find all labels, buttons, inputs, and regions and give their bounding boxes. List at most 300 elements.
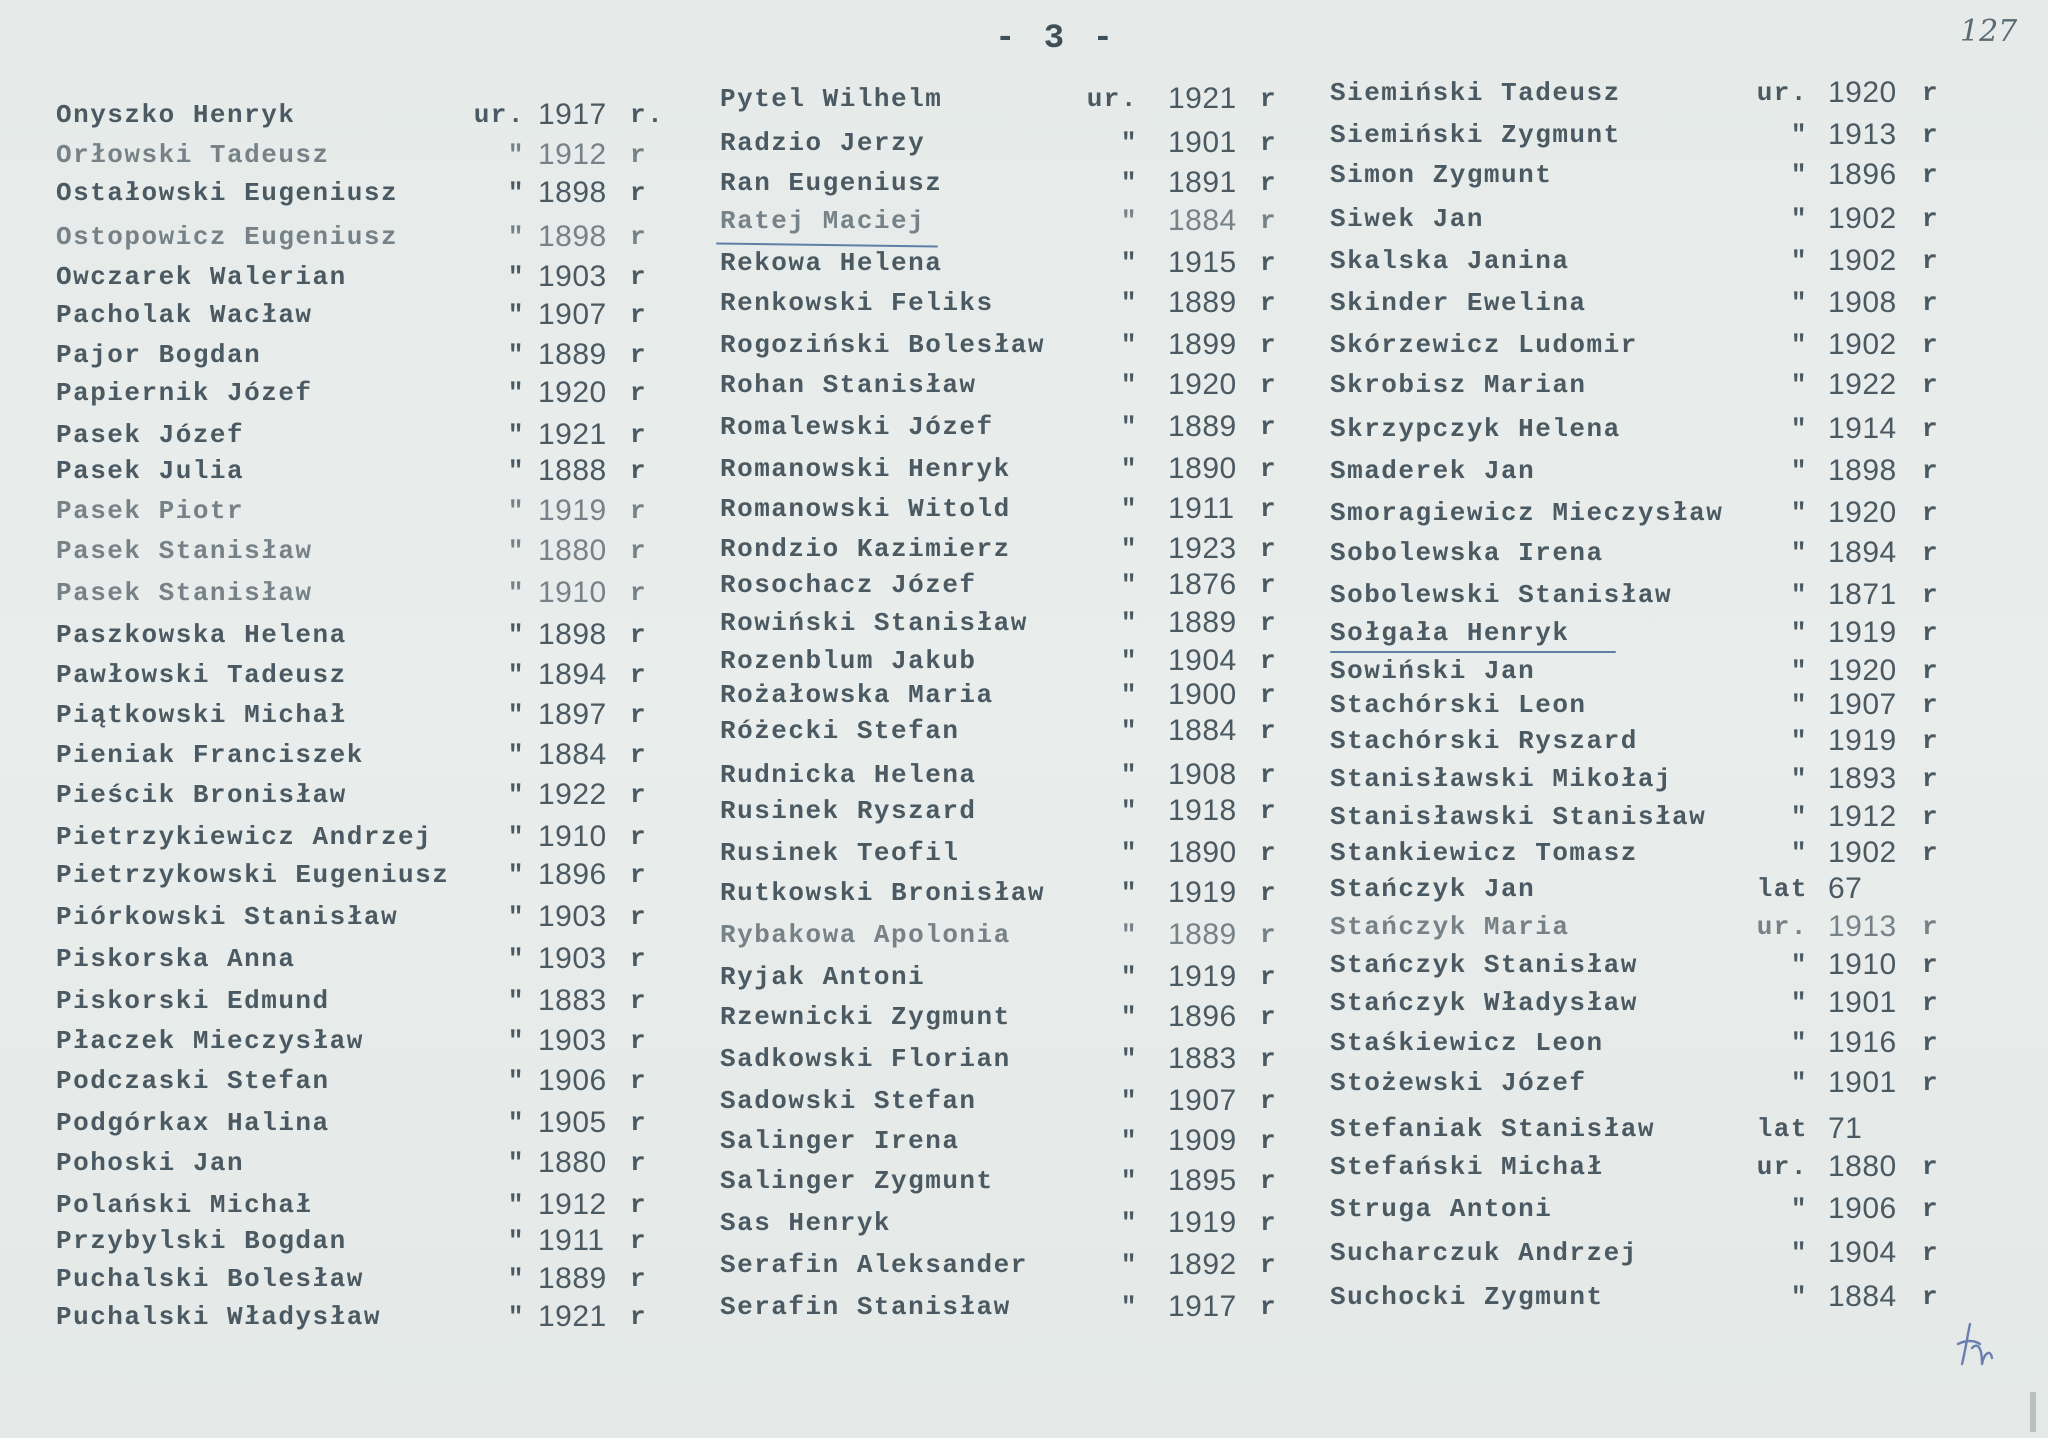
birth-year: 1918 xyxy=(1168,794,1237,827)
date-prefix: " xyxy=(1790,120,1808,150)
birth-year: 1906 xyxy=(538,1064,607,1097)
date-prefix: " xyxy=(1790,456,1808,486)
person-name: Rutkowski Bronisław xyxy=(720,878,1045,908)
date-prefix: " xyxy=(507,860,525,890)
person-name: Piątkowski Michał xyxy=(56,700,347,730)
date-prefix: " xyxy=(1120,1166,1138,1196)
year-suffix: r xyxy=(630,178,648,208)
birth-year: 1893 xyxy=(1828,762,1897,795)
year-suffix: r xyxy=(1260,878,1278,908)
person-name: Ostopowicz Eugeniusz xyxy=(56,222,399,252)
person-name: Polański Michał xyxy=(56,1190,313,1220)
date-prefix: " xyxy=(1790,764,1808,794)
person-name: Piskorski Edmund xyxy=(56,986,330,1016)
birth-year: 1921 xyxy=(538,1300,607,1333)
date-prefix: " xyxy=(1790,370,1808,400)
birth-year: 71 xyxy=(1828,1112,1863,1145)
birth-year: 1883 xyxy=(538,984,607,1017)
year-suffix: r xyxy=(1260,1126,1278,1156)
birth-year: 1888 xyxy=(538,454,607,487)
year-suffix: r xyxy=(1922,690,1940,720)
year-suffix: r xyxy=(630,378,648,408)
birth-year: 1910 xyxy=(538,576,607,609)
date-prefix: " xyxy=(1120,796,1138,826)
date-prefix: " xyxy=(507,1066,525,1096)
person-name: Skrobisz Marian xyxy=(1330,370,1587,400)
date-prefix: " xyxy=(507,1190,525,1220)
year-suffix: r xyxy=(630,1226,648,1256)
birth-year: 1903 xyxy=(538,942,607,975)
year-suffix: r xyxy=(1922,204,1940,234)
year-suffix: r xyxy=(1260,1086,1278,1116)
person-name: Simon Zygmunt xyxy=(1330,160,1553,190)
person-name: Puchalski Bolesław xyxy=(56,1264,364,1294)
person-name: Romanowski Witold xyxy=(720,494,1011,524)
person-name: Paszkowska Helena xyxy=(56,620,347,650)
person-name: Ostałowski Eugeniusz xyxy=(56,178,399,208)
year-suffix: r xyxy=(630,620,648,650)
year-suffix: r xyxy=(630,420,648,450)
date-prefix: " xyxy=(1790,288,1808,318)
year-suffix: r xyxy=(1260,248,1278,278)
year-suffix: r xyxy=(1260,570,1278,600)
person-name: Stańczyk Maria xyxy=(1330,912,1570,942)
date-prefix: " xyxy=(1120,412,1138,442)
year-suffix: r xyxy=(630,780,648,810)
year-suffix: r xyxy=(1922,160,1940,190)
person-name: Rudnicka Helena xyxy=(720,760,977,790)
date-prefix: " xyxy=(1120,646,1138,676)
date-prefix: " xyxy=(1120,1086,1138,1116)
year-suffix: r xyxy=(1260,760,1278,790)
person-name: Rondzio Kazimierz xyxy=(720,534,1011,564)
year-suffix: r xyxy=(1260,330,1278,360)
year-suffix: r xyxy=(630,986,648,1016)
person-name: Stańczyk Jan xyxy=(1330,874,1536,904)
year-suffix: r xyxy=(1260,1044,1278,1074)
year-suffix: r xyxy=(1260,1002,1278,1032)
person-name: Przybylski Bogdan xyxy=(56,1226,347,1256)
date-prefix: " xyxy=(507,660,525,690)
date-prefix: " xyxy=(1120,168,1138,198)
date-prefix: " xyxy=(1120,330,1138,360)
year-suffix: r xyxy=(630,496,648,526)
birth-year: 1901 xyxy=(1828,1066,1897,1099)
birth-year: 1903 xyxy=(538,1024,607,1057)
birth-year: 1911 xyxy=(538,1224,605,1257)
person-name: Serafin Stanisław xyxy=(720,1292,1011,1322)
person-name: Rohan Stanisław xyxy=(720,370,977,400)
person-name: Różecki Stefan xyxy=(720,716,960,746)
person-name: Podgórkax Halina xyxy=(56,1108,330,1138)
birth-year: 1871 xyxy=(1828,578,1897,611)
birth-year: 1900 xyxy=(1168,678,1237,711)
date-prefix: " xyxy=(507,1026,525,1056)
birth-year: 1902 xyxy=(1828,836,1897,869)
year-suffix: r xyxy=(1260,534,1278,564)
birth-year: 1889 xyxy=(1168,918,1237,951)
year-suffix: r xyxy=(1260,1292,1278,1322)
birth-year: 1919 xyxy=(1168,876,1237,909)
birth-year: 1884 xyxy=(1828,1280,1897,1313)
handwritten-folio-number: 127 xyxy=(1960,14,2018,49)
person-name: Siwek Jan xyxy=(1330,204,1484,234)
person-name: Suchocki Zygmunt xyxy=(1330,1282,1604,1312)
year-suffix: r xyxy=(1922,726,1940,756)
year-suffix: r xyxy=(1260,680,1278,710)
birth-year: 1902 xyxy=(1828,328,1897,361)
birth-year: 1911 xyxy=(1168,492,1235,525)
date-prefix: " xyxy=(507,1302,525,1332)
date-prefix: " xyxy=(1790,1194,1808,1224)
birth-year: 1898 xyxy=(538,176,607,209)
person-name: Rybakowa Apolonia xyxy=(720,920,1011,950)
date-prefix: " xyxy=(1120,454,1138,484)
birth-year: 1896 xyxy=(1168,1000,1237,1033)
date-prefix: " xyxy=(1790,498,1808,528)
date-prefix: " xyxy=(507,902,525,932)
year-suffix: r xyxy=(1260,1208,1278,1238)
birth-year: 1880 xyxy=(1828,1150,1897,1183)
birth-year: 1899 xyxy=(1168,328,1237,361)
birth-year: 1901 xyxy=(1168,126,1237,159)
birth-year: 1901 xyxy=(1828,986,1897,1019)
year-suffix: r xyxy=(1922,950,1940,980)
birth-year: 1916 xyxy=(1828,1026,1897,1059)
birth-year: 1912 xyxy=(538,138,607,171)
person-name: Rzewnicki Zygmunt xyxy=(720,1002,1011,1032)
person-name: Sucharczuk Andrzej xyxy=(1330,1238,1638,1268)
year-suffix: r xyxy=(1260,962,1278,992)
birth-year: 1884 xyxy=(1168,204,1237,237)
person-name: Pietrzykiewicz Andrzej xyxy=(56,822,433,852)
year-suffix: r xyxy=(1922,1282,1940,1312)
date-prefix: " xyxy=(1790,618,1808,648)
year-suffix: r xyxy=(1260,1250,1278,1280)
person-name: Stanisławski Mikołaj xyxy=(1330,764,1673,794)
birth-year: 1922 xyxy=(538,778,607,811)
date-prefix: ur. xyxy=(1756,1152,1808,1182)
year-suffix: r xyxy=(630,1148,648,1178)
person-name: Pasek Piotr xyxy=(56,496,245,526)
date-prefix: " xyxy=(507,420,525,450)
person-name: Skórzewicz Ludomir xyxy=(1330,330,1638,360)
person-name: Struga Antoni xyxy=(1330,1194,1553,1224)
person-name: Onyszko Henryk xyxy=(56,100,296,130)
birth-year: 1910 xyxy=(1828,948,1897,981)
birth-year: 1919 xyxy=(1168,960,1237,993)
date-prefix: " xyxy=(1790,1282,1808,1312)
year-suffix: r xyxy=(1260,206,1278,236)
birth-year: 1919 xyxy=(538,494,607,527)
birth-year: 67 xyxy=(1828,872,1863,905)
person-name: Rogoziński Bolesław xyxy=(720,330,1045,360)
birth-year: 1883 xyxy=(1168,1042,1237,1075)
date-prefix: " xyxy=(507,1264,525,1294)
person-name: Rożałowska Maria xyxy=(720,680,994,710)
birth-year: 1912 xyxy=(1828,800,1897,833)
handwritten-underline-ratej xyxy=(716,242,938,247)
year-suffix: r xyxy=(1922,78,1940,108)
person-name: Sołgała Henryk xyxy=(1330,618,1570,648)
person-name: Pasek Stanisław xyxy=(56,578,313,608)
person-name: Serafin Aleksander xyxy=(720,1250,1028,1280)
date-prefix: " xyxy=(1120,570,1138,600)
date-prefix: " xyxy=(507,456,525,486)
person-name: Staśkiewicz Leon xyxy=(1330,1028,1604,1058)
date-prefix: " xyxy=(507,740,525,770)
birth-year: 1892 xyxy=(1168,1248,1237,1281)
date-prefix: " xyxy=(1120,534,1138,564)
date-prefix: ur. xyxy=(473,100,525,130)
person-name: Romanowski Henryk xyxy=(720,454,1011,484)
year-suffix: r xyxy=(1260,920,1278,950)
person-name: Pasek Stanisław xyxy=(56,536,313,566)
date-prefix: " xyxy=(1790,538,1808,568)
date-prefix: " xyxy=(1120,760,1138,790)
person-name: Rusinek Teofil xyxy=(720,838,960,868)
date-prefix: " xyxy=(507,944,525,974)
date-prefix: " xyxy=(1120,838,1138,868)
date-prefix: " xyxy=(1120,608,1138,638)
year-suffix: r xyxy=(630,740,648,770)
person-name: Rozenblum Jakub xyxy=(720,646,977,676)
birth-year: 1915 xyxy=(1168,246,1237,279)
date-prefix: " xyxy=(507,300,525,330)
date-prefix: lat xyxy=(1756,874,1808,904)
year-suffix: r xyxy=(630,578,648,608)
year-suffix: r xyxy=(630,222,648,252)
date-prefix: " xyxy=(1120,370,1138,400)
date-prefix: " xyxy=(1120,206,1138,236)
birth-year: 1890 xyxy=(1168,836,1237,869)
year-suffix: r xyxy=(630,1026,648,1056)
year-suffix: r xyxy=(630,700,648,730)
year-suffix: r xyxy=(630,1302,648,1332)
person-name: Piskorska Anna xyxy=(56,944,296,974)
year-suffix: r xyxy=(1260,288,1278,318)
birth-year: 1919 xyxy=(1168,1206,1237,1239)
birth-year: 1889 xyxy=(1168,410,1237,443)
date-prefix: " xyxy=(1790,160,1808,190)
person-name: Płaczek Mieczysław xyxy=(56,1026,364,1056)
year-suffix: r xyxy=(1922,1238,1940,1268)
birth-year: 1904 xyxy=(1828,1236,1897,1269)
birth-year: 1920 xyxy=(538,376,607,409)
birth-year: 1889 xyxy=(1168,606,1237,639)
year-suffix: r xyxy=(630,456,648,486)
birth-year: 1891 xyxy=(1168,166,1237,199)
date-prefix: " xyxy=(1120,920,1138,950)
birth-year: 1922 xyxy=(1828,368,1897,401)
person-name: Stefaniak Stanisław xyxy=(1330,1114,1655,1144)
year-suffix: r xyxy=(630,944,648,974)
date-prefix: ur. xyxy=(1756,78,1808,108)
birth-year: 1913 xyxy=(1828,118,1897,151)
person-name: Piórkowski Stanisław xyxy=(56,902,399,932)
year-suffix: r xyxy=(1260,168,1278,198)
person-name: Renkowski Feliks xyxy=(720,288,994,318)
birth-year: 1903 xyxy=(538,260,607,293)
year-suffix: r xyxy=(1922,1152,1940,1182)
year-suffix: r xyxy=(630,1264,648,1294)
person-name: Stańczyk Władysław xyxy=(1330,988,1638,1018)
birth-year: 1880 xyxy=(538,534,607,567)
date-prefix: " xyxy=(507,1226,525,1256)
person-name: Rosochacz Józef xyxy=(720,570,977,600)
year-suffix: r xyxy=(1922,288,1940,318)
year-suffix: r xyxy=(630,300,648,330)
year-suffix: r xyxy=(1922,414,1940,444)
birth-year: 1920 xyxy=(1828,654,1897,687)
year-suffix: r xyxy=(1260,1166,1278,1196)
date-prefix: " xyxy=(1790,1238,1808,1268)
date-prefix: " xyxy=(1120,288,1138,318)
birth-year: 1909 xyxy=(1168,1124,1237,1157)
person-name: Pieniak Franciszek xyxy=(56,740,364,770)
date-prefix: " xyxy=(507,986,525,1016)
date-prefix: " xyxy=(507,700,525,730)
date-prefix: " xyxy=(1790,580,1808,610)
year-suffix: r xyxy=(1922,838,1940,868)
birth-year: 1917 xyxy=(1168,1290,1237,1323)
date-prefix: " xyxy=(507,822,525,852)
date-prefix: " xyxy=(1790,950,1808,980)
birth-year: 1896 xyxy=(538,858,607,891)
person-name: Romalewski Józef xyxy=(720,412,994,442)
date-prefix: " xyxy=(1790,414,1808,444)
birth-year: 1917 xyxy=(538,98,607,131)
date-prefix: " xyxy=(507,340,525,370)
year-suffix: r xyxy=(1922,1194,1940,1224)
year-suffix: r xyxy=(1260,84,1278,114)
year-suffix: r xyxy=(630,822,648,852)
year-suffix: r xyxy=(630,262,648,292)
date-prefix: " xyxy=(1120,494,1138,524)
person-name: Papiernik Józef xyxy=(56,378,313,408)
date-prefix: " xyxy=(507,780,525,810)
person-name: Stanisławski Stanisław xyxy=(1330,802,1707,832)
year-suffix: r xyxy=(630,860,648,890)
year-suffix: r xyxy=(630,1066,648,1096)
year-suffix: r xyxy=(630,1108,648,1138)
person-name: Pawłowski Tadeusz xyxy=(56,660,347,690)
birth-year: 1908 xyxy=(1168,758,1237,791)
date-prefix: " xyxy=(1120,962,1138,992)
date-prefix: lat xyxy=(1756,1114,1808,1144)
birth-year: 1898 xyxy=(538,618,607,651)
birth-year: 1896 xyxy=(1828,158,1897,191)
year-suffix: r xyxy=(1260,716,1278,746)
birth-year: 1919 xyxy=(1828,616,1897,649)
person-name: Stańczyk Stanisław xyxy=(1330,950,1638,980)
birth-year: 1884 xyxy=(1168,714,1237,747)
person-name: Rowiński Stanisław xyxy=(720,608,1028,638)
birth-year: 1894 xyxy=(1828,536,1897,569)
page-edge-shadow xyxy=(2030,1392,2036,1432)
person-name: Podczaski Stefan xyxy=(56,1066,330,1096)
person-name: Orłowski Tadeusz xyxy=(56,140,330,170)
person-name: Pietrzykowski Eugeniusz xyxy=(56,860,450,890)
handwritten-underline-solgala xyxy=(1330,651,1616,653)
year-suffix: r xyxy=(630,340,648,370)
date-prefix: " xyxy=(1120,1002,1138,1032)
birth-year: 1906 xyxy=(1828,1192,1897,1225)
date-prefix: " xyxy=(507,378,525,408)
year-suffix: r. xyxy=(630,100,665,130)
date-prefix: " xyxy=(507,1108,525,1138)
year-suffix: r xyxy=(630,536,648,566)
date-prefix: " xyxy=(507,496,525,526)
person-name: Sadowski Stefan xyxy=(720,1086,977,1116)
year-suffix: r xyxy=(630,1190,648,1220)
person-name: Ryjak Antoni xyxy=(720,962,926,992)
date-prefix: " xyxy=(507,178,525,208)
date-prefix: " xyxy=(507,536,525,566)
birth-year: 1919 xyxy=(1828,724,1897,757)
date-prefix: " xyxy=(1790,246,1808,276)
date-prefix: " xyxy=(1120,1250,1138,1280)
year-suffix: r xyxy=(1922,456,1940,486)
date-prefix: ur. xyxy=(1756,912,1808,942)
year-suffix: r xyxy=(1260,128,1278,158)
year-suffix: r xyxy=(1922,656,1940,686)
person-name: Rekowa Helena xyxy=(720,248,943,278)
birth-year: 1907 xyxy=(1168,1084,1237,1117)
person-name: Stożewski Józef xyxy=(1330,1068,1587,1098)
person-name: Pieścik Bronisław xyxy=(56,780,347,810)
birth-year: 1880 xyxy=(538,1146,607,1179)
person-name: Rusinek Ryszard xyxy=(720,796,977,826)
person-name: Ratej Maciej xyxy=(720,206,926,236)
date-prefix: " xyxy=(1790,1028,1808,1058)
person-name: Pajor Bogdan xyxy=(56,340,262,370)
birth-year: 1908 xyxy=(1828,286,1897,319)
birth-year: 1884 xyxy=(538,738,607,771)
date-prefix: " xyxy=(1790,690,1808,720)
year-suffix: r xyxy=(1922,1028,1940,1058)
year-suffix: r xyxy=(1922,580,1940,610)
date-prefix: ur. xyxy=(1086,84,1138,114)
year-suffix: r xyxy=(1260,494,1278,524)
person-name: Stachórski Ryszard xyxy=(1330,726,1638,756)
year-suffix: r xyxy=(1922,498,1940,528)
date-prefix: " xyxy=(1790,726,1808,756)
date-prefix: " xyxy=(1120,1208,1138,1238)
date-prefix: " xyxy=(1790,1068,1808,1098)
date-prefix: " xyxy=(1790,656,1808,686)
person-name: Pohoski Jan xyxy=(56,1148,245,1178)
birth-year: 1904 xyxy=(1168,644,1237,677)
person-name: Stefański Michał xyxy=(1330,1152,1604,1182)
person-name: Ran Eugeniusz xyxy=(720,168,943,198)
date-prefix: " xyxy=(507,262,525,292)
person-name: Sobolewski Stanisław xyxy=(1330,580,1673,610)
birth-year: 1913 xyxy=(1828,910,1897,943)
person-name: Pytel Wilhelm xyxy=(720,84,943,114)
birth-year: 1920 xyxy=(1828,496,1897,529)
person-name: Sowiński Jan xyxy=(1330,656,1536,686)
birth-year: 1897 xyxy=(538,698,607,731)
year-suffix: r xyxy=(1260,796,1278,826)
page-number: - 3 - xyxy=(995,20,1118,58)
year-suffix: r xyxy=(1922,1068,1940,1098)
person-name: Salinger Irena xyxy=(720,1126,960,1156)
birth-year: 1912 xyxy=(538,1188,607,1221)
date-prefix: " xyxy=(507,578,525,608)
birth-year: 1876 xyxy=(1168,568,1237,601)
date-prefix: " xyxy=(1790,330,1808,360)
